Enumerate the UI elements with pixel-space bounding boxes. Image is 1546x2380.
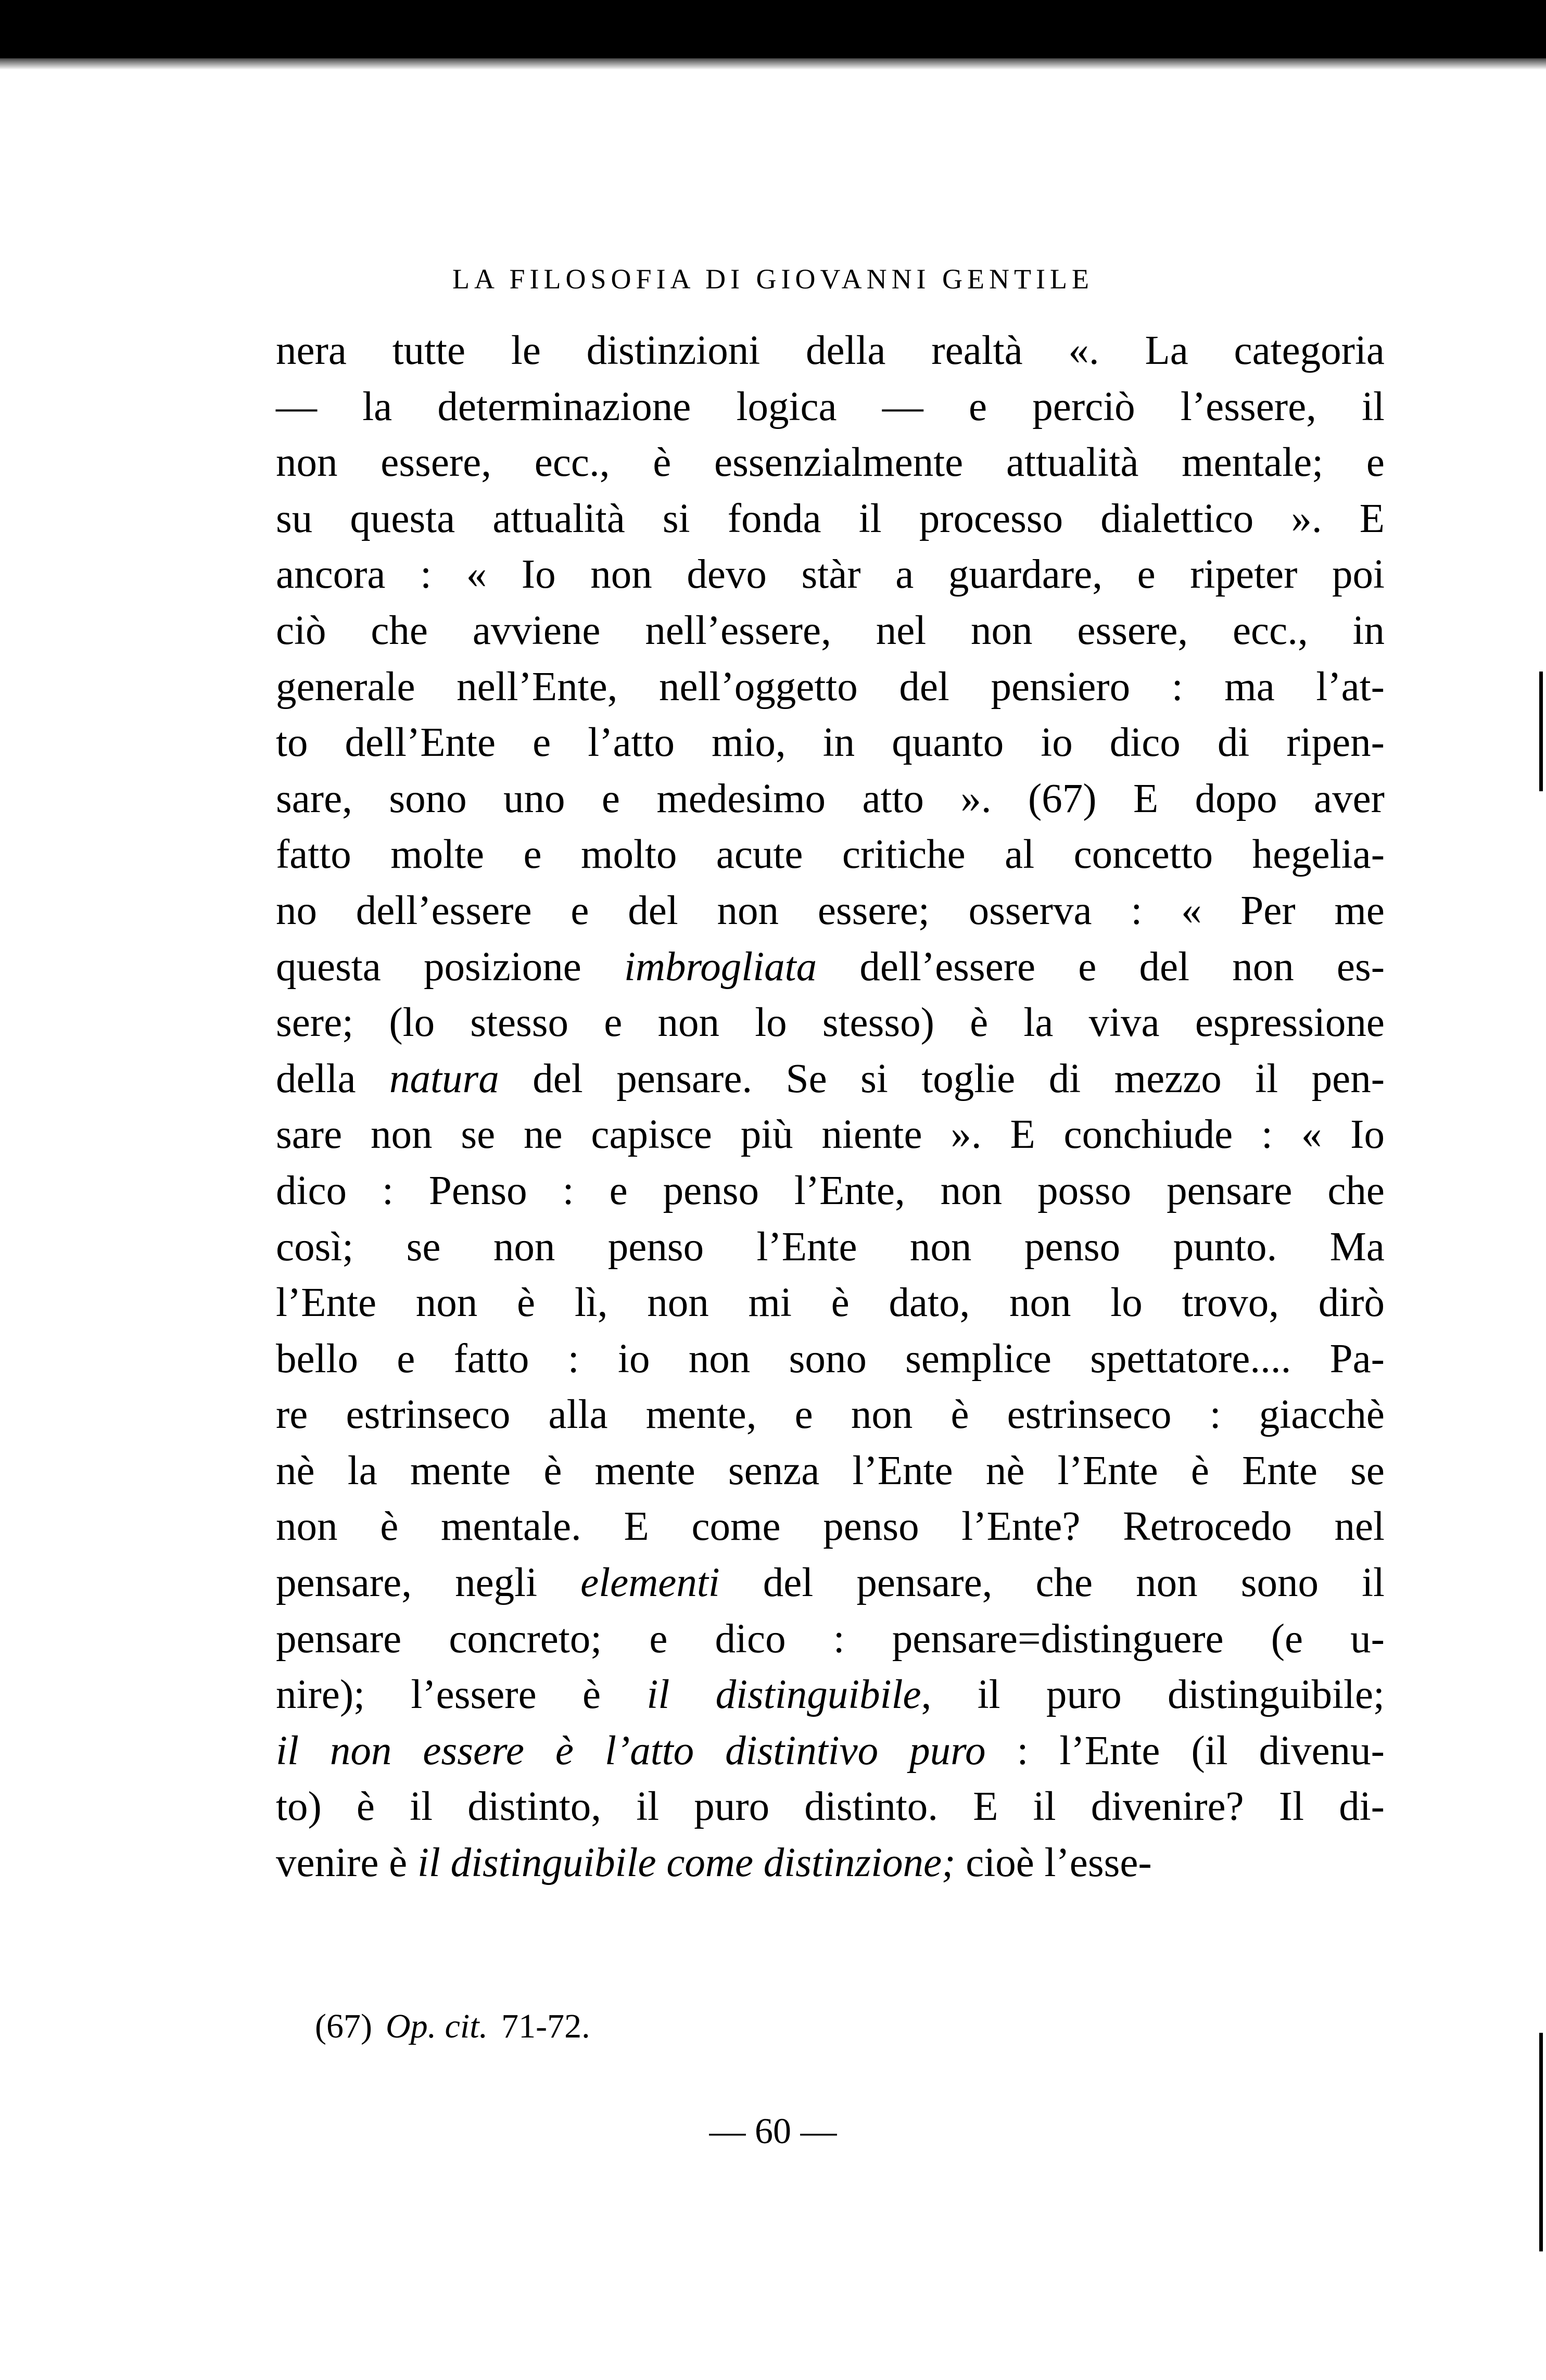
margin-rule-upper [1539, 672, 1543, 791]
text-segment: del pensare, che non sono il [719, 1560, 1385, 1606]
text-segment: su questa attualità si fonda il processo dialettico ». E [276, 496, 1385, 541]
text-line [276, 1387, 1385, 1443]
text-line [276, 1779, 1385, 1835]
text-segment: ancora : « Io non devo stàr a guardare, e ripeter poi [276, 552, 1385, 598]
italic-segment: imbrogliata [624, 944, 817, 990]
text-segment: ciò che avviene nell’essere, nel non essere, ecc., in [276, 607, 1385, 653]
text-segment: dico : Penso : e penso l’Ente, non posso pensare che [276, 1168, 1385, 1213]
text-segment: questa posizione [276, 944, 624, 990]
text-line [276, 659, 1385, 715]
text-line [276, 827, 1385, 883]
page-number: — 60 — [709, 2111, 837, 2151]
text-line [276, 995, 1385, 1051]
text-segment: sare non se ne capisce più niente ». E conchiude : « Io [276, 1112, 1385, 1158]
margin-rule-lower [1539, 2033, 1543, 2251]
italic-segment: il non essere è l’atto distintivo puro [276, 1728, 986, 1774]
text-segment: — la determinazione logica — e perciò l’essere, il [276, 384, 1385, 429]
text-segment: della [276, 1056, 390, 1102]
text-segment: l’Ente non è lì, non mi è dato, non lo trovo, dirò [276, 1280, 1385, 1326]
text-segment: dell’essere e del non es- [817, 944, 1385, 990]
text-line [276, 547, 1385, 603]
text-line [276, 1667, 1385, 1723]
text-line [276, 771, 1385, 827]
text-line [276, 1555, 1385, 1611]
text-line [276, 883, 1385, 939]
text-segment: così; se non penso l’Ente non penso punto. Ma [276, 1224, 1385, 1270]
text-segment: to dell’Ente e l’atto mio, in quanto io dico di ripen- [276, 720, 1385, 766]
footnote-number: (67) [315, 2007, 372, 2045]
text-segment: no dell’essere e del non essere; osserva : « Per me [276, 888, 1385, 933]
text-line [276, 1275, 1385, 1331]
text-line [276, 603, 1385, 659]
text-line [276, 1835, 1385, 1891]
text-segment: nè la mente è mente senza l’Ente nè l’Ente è Ente se [276, 1448, 1385, 1493]
footnote-source: Op. cit. [385, 2007, 488, 2045]
text-segment: generale nell’Ente, nell’oggetto del pensiero : ma l’at- [276, 664, 1385, 710]
italic-segment: il distinguibile come distinzione; [417, 1840, 956, 1886]
text-line [276, 323, 1385, 379]
text-segment: pensare, negli [276, 1560, 581, 1606]
text-segment: re estrinseco alla mente, e non è estrinseco : giacchè [276, 1392, 1385, 1438]
text-segment: sare, sono uno e medesimo atto ». (67) E dopo aver [276, 776, 1385, 821]
italic-segment: il distinguibile [647, 1672, 921, 1718]
text-segment: nire); l’essere è [276, 1672, 647, 1718]
italic-segment: natura [389, 1056, 499, 1102]
text-line [276, 1163, 1385, 1219]
text-segment: : l’Ente (il divenu- [985, 1728, 1385, 1774]
text-line [276, 1611, 1385, 1667]
footnote [315, 2007, 590, 2046]
text-segment: sere; (lo stesso e non lo stesso) è la viva espressione [276, 1000, 1385, 1046]
text-segment: venire è [276, 1840, 417, 1886]
scan-edge-top [0, 0, 1546, 58]
text-segment: del pensare. Se si toglie di mezzo il pen- [499, 1056, 1385, 1102]
text-line [276, 1107, 1385, 1163]
running-head: LA FILOSOFIA DI GIOVANNI GENTILE [452, 263, 1094, 295]
text-line [276, 379, 1385, 435]
text-line [276, 939, 1385, 995]
italic-segment: elementi [580, 1560, 720, 1606]
text-line [276, 1443, 1385, 1499]
text-line [276, 435, 1385, 491]
text-segment: non è mentale. E come penso l’Ente? Retrocedo nel [276, 1504, 1385, 1550]
text-line [276, 1723, 1385, 1779]
text-line [276, 1331, 1385, 1387]
text-segment: bello e fatto : io non sono semplice spettatore.... Pa- [276, 1336, 1385, 1382]
text-line [276, 1219, 1385, 1275]
text-line [276, 715, 1385, 771]
text-segment: fatto molte e molto acute critiche al concetto hegelia- [276, 832, 1385, 878]
text-segment: pensare concreto; e dico : pensare=distinguere (e u- [276, 1616, 1385, 1662]
text-segment: non essere, ecc., è essenzialmente attualità mentale; e [276, 440, 1385, 486]
footnote-pages: 71-72. [501, 2007, 590, 2045]
text-line [276, 1499, 1385, 1555]
body-text [276, 323, 1385, 1891]
text-line [276, 1051, 1385, 1107]
text-segment: cioè l’esse- [955, 1840, 1152, 1886]
text-segment: to) è il distinto, il puro distinto. E il divenire? Il di- [276, 1784, 1385, 1830]
text-segment: , il puro distinguibile; [921, 1672, 1385, 1718]
text-line [276, 491, 1385, 547]
text-segment: nera tutte le distinzioni della realtà «. La categoria [276, 328, 1385, 373]
